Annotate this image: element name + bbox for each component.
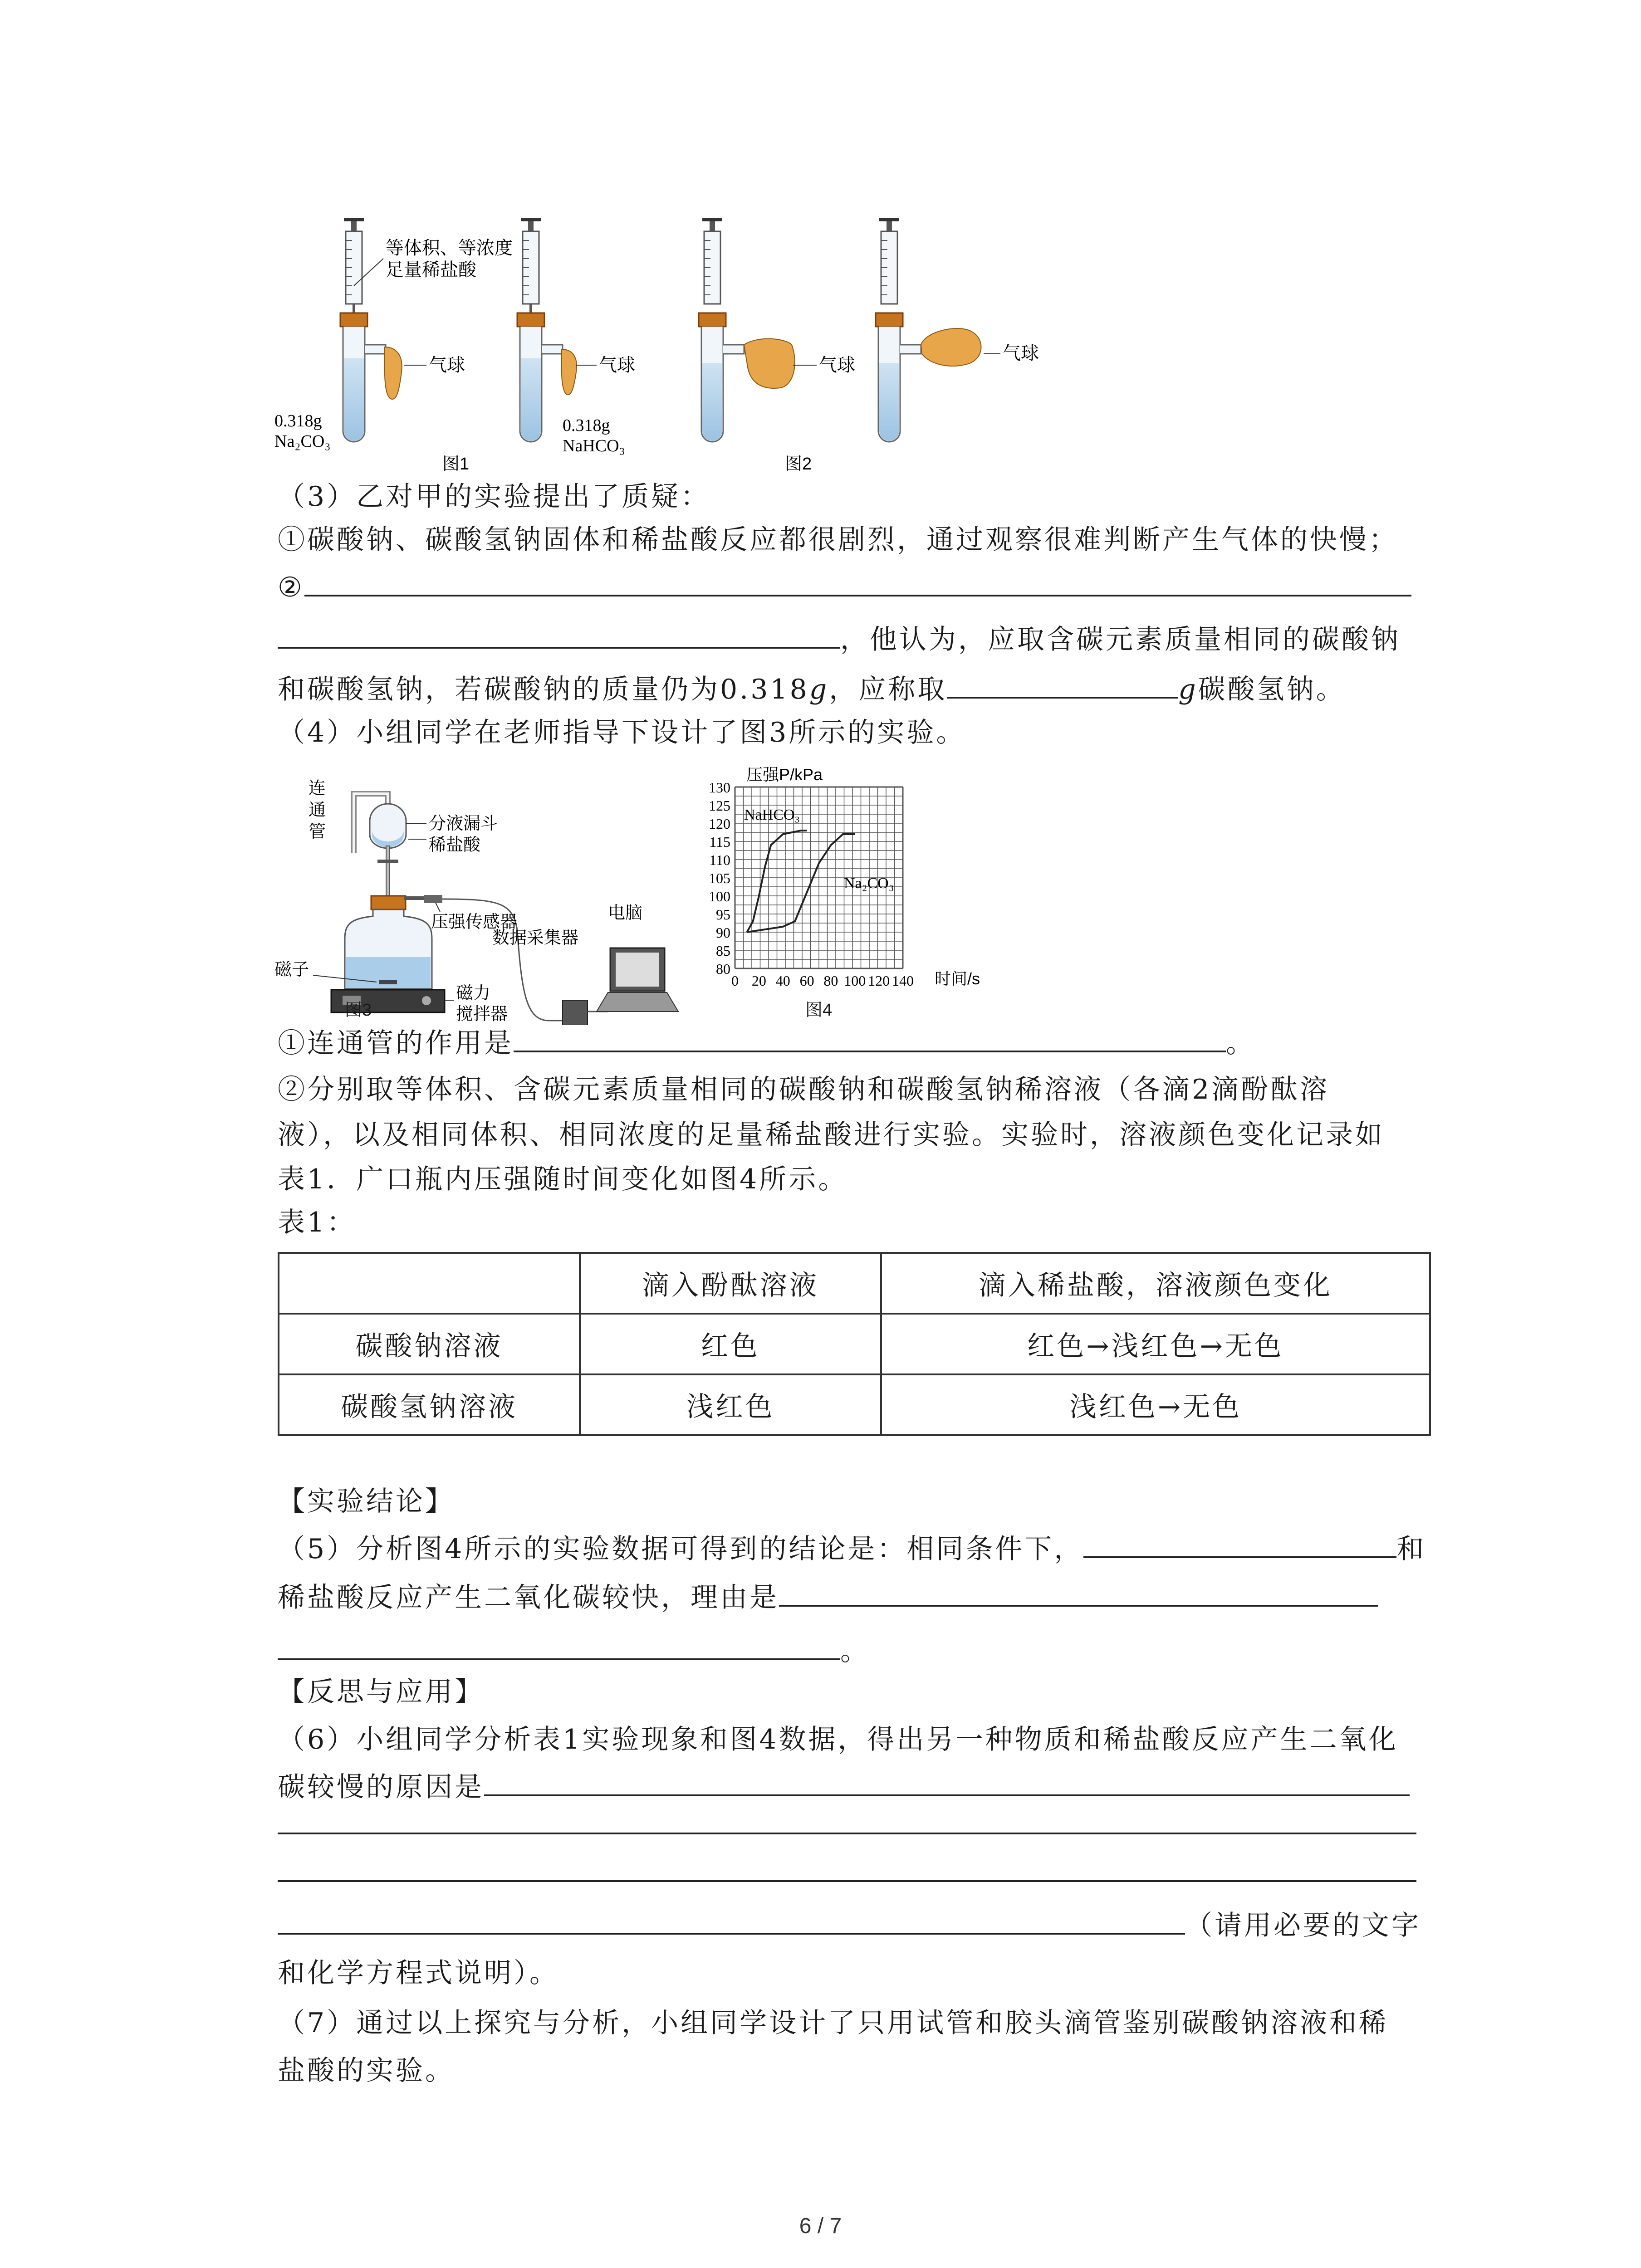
fig3-caption: 图3 (345, 1001, 372, 1020)
x-tick-label: 140 (892, 973, 914, 989)
fig1-balloon-label-left: 气球 (429, 355, 465, 375)
q6-answer-blank-1[interactable] (484, 1769, 1410, 1796)
q6-line2: 碳较慢的原因是 (278, 1769, 1410, 1805)
label-connecting-tube-2: 通 (309, 801, 326, 820)
q4-tube-purpose-blank[interactable] (514, 1025, 1226, 1052)
label-stirrer-1: 磁力 (456, 984, 491, 1003)
q7-line2: 盐酸的实验。 (278, 2055, 455, 2087)
fig2-caption: 图2 (785, 455, 812, 474)
computer-keyboard (597, 992, 678, 1012)
label-stirrer-2: 搅拌器 (456, 1005, 508, 1024)
q5-reason-blank-2[interactable] (278, 1633, 840, 1660)
q4-p1: ①连通管的作用是 。 (278, 1025, 1255, 1061)
x-tick-label: 0 (731, 973, 739, 989)
q5-line1: （5）分析图4所示的实验数据可得到的结论是：相同条件下， 和 (278, 1531, 1426, 1567)
series-label-nahco3: NaHCO₃ (744, 807, 800, 823)
y-tick-label: 105 (709, 870, 730, 886)
reflection-heading: 【反思与应用】 (278, 1676, 484, 1708)
q3-line4: 和碳酸氢钠，若碳酸钠的质量仍为0.318g，应称取 g碳酸氢钠。 (278, 671, 1346, 708)
q5-line3: 。 (278, 1633, 870, 1669)
table-cell: 红色 (580, 1314, 881, 1374)
fig1-right-compound: NaHCO₃ (563, 436, 625, 455)
q6-line5: （请用必要的文字 (278, 1907, 1421, 1944)
x-tick-label: 40 (775, 973, 790, 989)
balloon-fig2-right (921, 328, 981, 366)
balloon-fig1-right (562, 349, 577, 395)
label-connecting-tube-1: 连 (309, 779, 326, 798)
x-tick-label: 120 (868, 973, 890, 989)
q4-intro: （4）小组同学在老师指导下设计了图3所示的实验。 (278, 717, 966, 748)
fig2-balloon-label-left: 气球 (819, 355, 855, 375)
pressure-sensor (424, 895, 442, 903)
label-connecting-tube-3: 管 (309, 822, 326, 841)
x-tick-label: 100 (844, 973, 866, 989)
chart-xlabel: 时间/s (935, 969, 980, 988)
q3-answer-blank-1[interactable] (304, 569, 1411, 596)
table-cell: 浅红色→无色 (881, 1374, 1430, 1435)
q7-line1: （7）通过以上探究与分析，小组同学设计了只用试管和胶头滴管鉴别碳酸钠溶液和稀 (278, 2007, 1389, 2039)
x-tick-label: 80 (823, 973, 838, 989)
fig1-reagent-label-1: 等体积、等浓度 (386, 238, 513, 259)
y-tick-label: 120 (709, 816, 730, 832)
conclusion-heading: 【实验结论】 (278, 1486, 455, 1517)
table-row (279, 1374, 1430, 1435)
fig2-balloon-label-right: 气球 (1003, 343, 1039, 363)
fig1-caption: 图1 (442, 455, 470, 474)
x-tick-label: 20 (751, 973, 766, 989)
table-cell: 红色→浅红色→无色 (881, 1314, 1430, 1374)
q4-p2-line1: ②分别取等体积、含碳元素质量相同的碳酸钠和碳酸氢钠稀溶液（各滴2滴酚酞溶 (278, 1074, 1330, 1105)
y-tick-label: 100 (709, 888, 730, 904)
label-collector: 数据采集器 (492, 929, 579, 948)
fig1-left-compound: Na₂CO₃ (274, 432, 331, 451)
table-title: 表1： (278, 1207, 357, 1238)
table-header-row (279, 1253, 1430, 1314)
magnet-bar (379, 980, 397, 984)
table-header-cell: 滴入酚酞溶液 (580, 1253, 881, 1314)
q5-line2: 稀盐酸反应产生二氧化碳较快，理由是 (278, 1579, 1378, 1616)
label-pressure-sensor: 压强传感器 (431, 913, 518, 932)
y-tick-label: 90 (716, 924, 730, 941)
y-tick-label: 125 (709, 797, 730, 814)
label-computer: 电脑 (608, 904, 643, 923)
q3-point2-line (278, 569, 1411, 606)
label-acid: 稀盐酸 (429, 836, 481, 855)
table-cell: 碳酸钠溶液 (279, 1314, 580, 1374)
series-label-na2co3: Na₂CO₃ (844, 875, 894, 892)
q3-line3: ，他认为，应取含碳元素质量相同的碳酸钠 (278, 621, 1401, 658)
chart-ylabel: 压强P/kPa (746, 767, 823, 784)
table-header-cell (279, 1253, 580, 1314)
y-tick-label: 130 (709, 779, 730, 796)
figure-1-2 (263, 209, 1057, 481)
label-magnet: 磁子 (274, 960, 309, 979)
table-cell: 浅红色 (580, 1374, 881, 1435)
y-tick-label: 115 (709, 834, 730, 850)
balloon-fig1-left (385, 347, 402, 399)
x-tick-label: 60 (799, 973, 814, 989)
q4-p2-line2: 液），以及相同体积、相同浓度的足量稀盐酸进行实验。实验时，溶液颜色变化记录如 (278, 1119, 1385, 1151)
q6-line6: 和化学方程式说明）。 (278, 1957, 559, 1989)
q3-answer-blank-2[interactable] (278, 621, 840, 649)
fig4-caption: 图4 (805, 1001, 833, 1020)
data-collector (563, 1000, 588, 1025)
label-funnel: 分液漏斗 (429, 814, 498, 833)
figure-4-pressure-chart (690, 767, 1016, 1007)
fig1-left-mass: 0.318g (274, 411, 322, 430)
q6-line1: （6）小组同学分析表1实验现象和图4数据，得出另一种物质和稀盐酸反应产生二氧化 (278, 1724, 1398, 1755)
y-tick-label: 85 (716, 943, 730, 959)
q6-answer-blank-3[interactable] (278, 1880, 1416, 1882)
figure-3-apparatus (272, 767, 681, 1025)
q3-intro: （3）乙对甲的实验提出了质疑： (278, 481, 710, 513)
q6-answer-blank-2[interactable] (278, 1833, 1416, 1834)
q3-mass-blank[interactable] (947, 671, 1178, 699)
y-tick-label: 110 (709, 852, 730, 868)
page-number: 6 / 7 (799, 2214, 842, 2238)
q6-answer-blank-4[interactable] (278, 1907, 1185, 1935)
fig1-balloon-label-right: 气球 (599, 355, 635, 375)
q3-point1: ①碳酸钠、碳酸氢钠固体和稀盐酸反应都很剧烈，通过观察很难判断产生气体的快慢； (278, 524, 1398, 556)
q5-substance-blank[interactable] (1083, 1531, 1396, 1558)
q5-reason-blank-1[interactable] (779, 1579, 1378, 1607)
table-cell: 碳酸氢钠溶液 (279, 1374, 580, 1435)
table-header-cell: 滴入稀盐酸，溶液颜色变化 (881, 1253, 1430, 1314)
q3-point2-num: ② (278, 572, 304, 603)
fig1-right-mass: 0.318g (563, 416, 610, 435)
table-row (279, 1314, 1430, 1374)
series-line-na2co3 (747, 834, 855, 932)
table-1 (278, 1252, 1431, 1436)
balloon-fig2-left (744, 339, 795, 388)
y-tick-label: 95 (716, 906, 730, 923)
q4-p2-line3: 表1．广口瓶内压强随时间变化如图4所示。 (278, 1163, 848, 1195)
fig1-reagent-label-2: 足量稀盐酸 (386, 259, 476, 280)
y-tick-label: 80 (716, 961, 730, 977)
